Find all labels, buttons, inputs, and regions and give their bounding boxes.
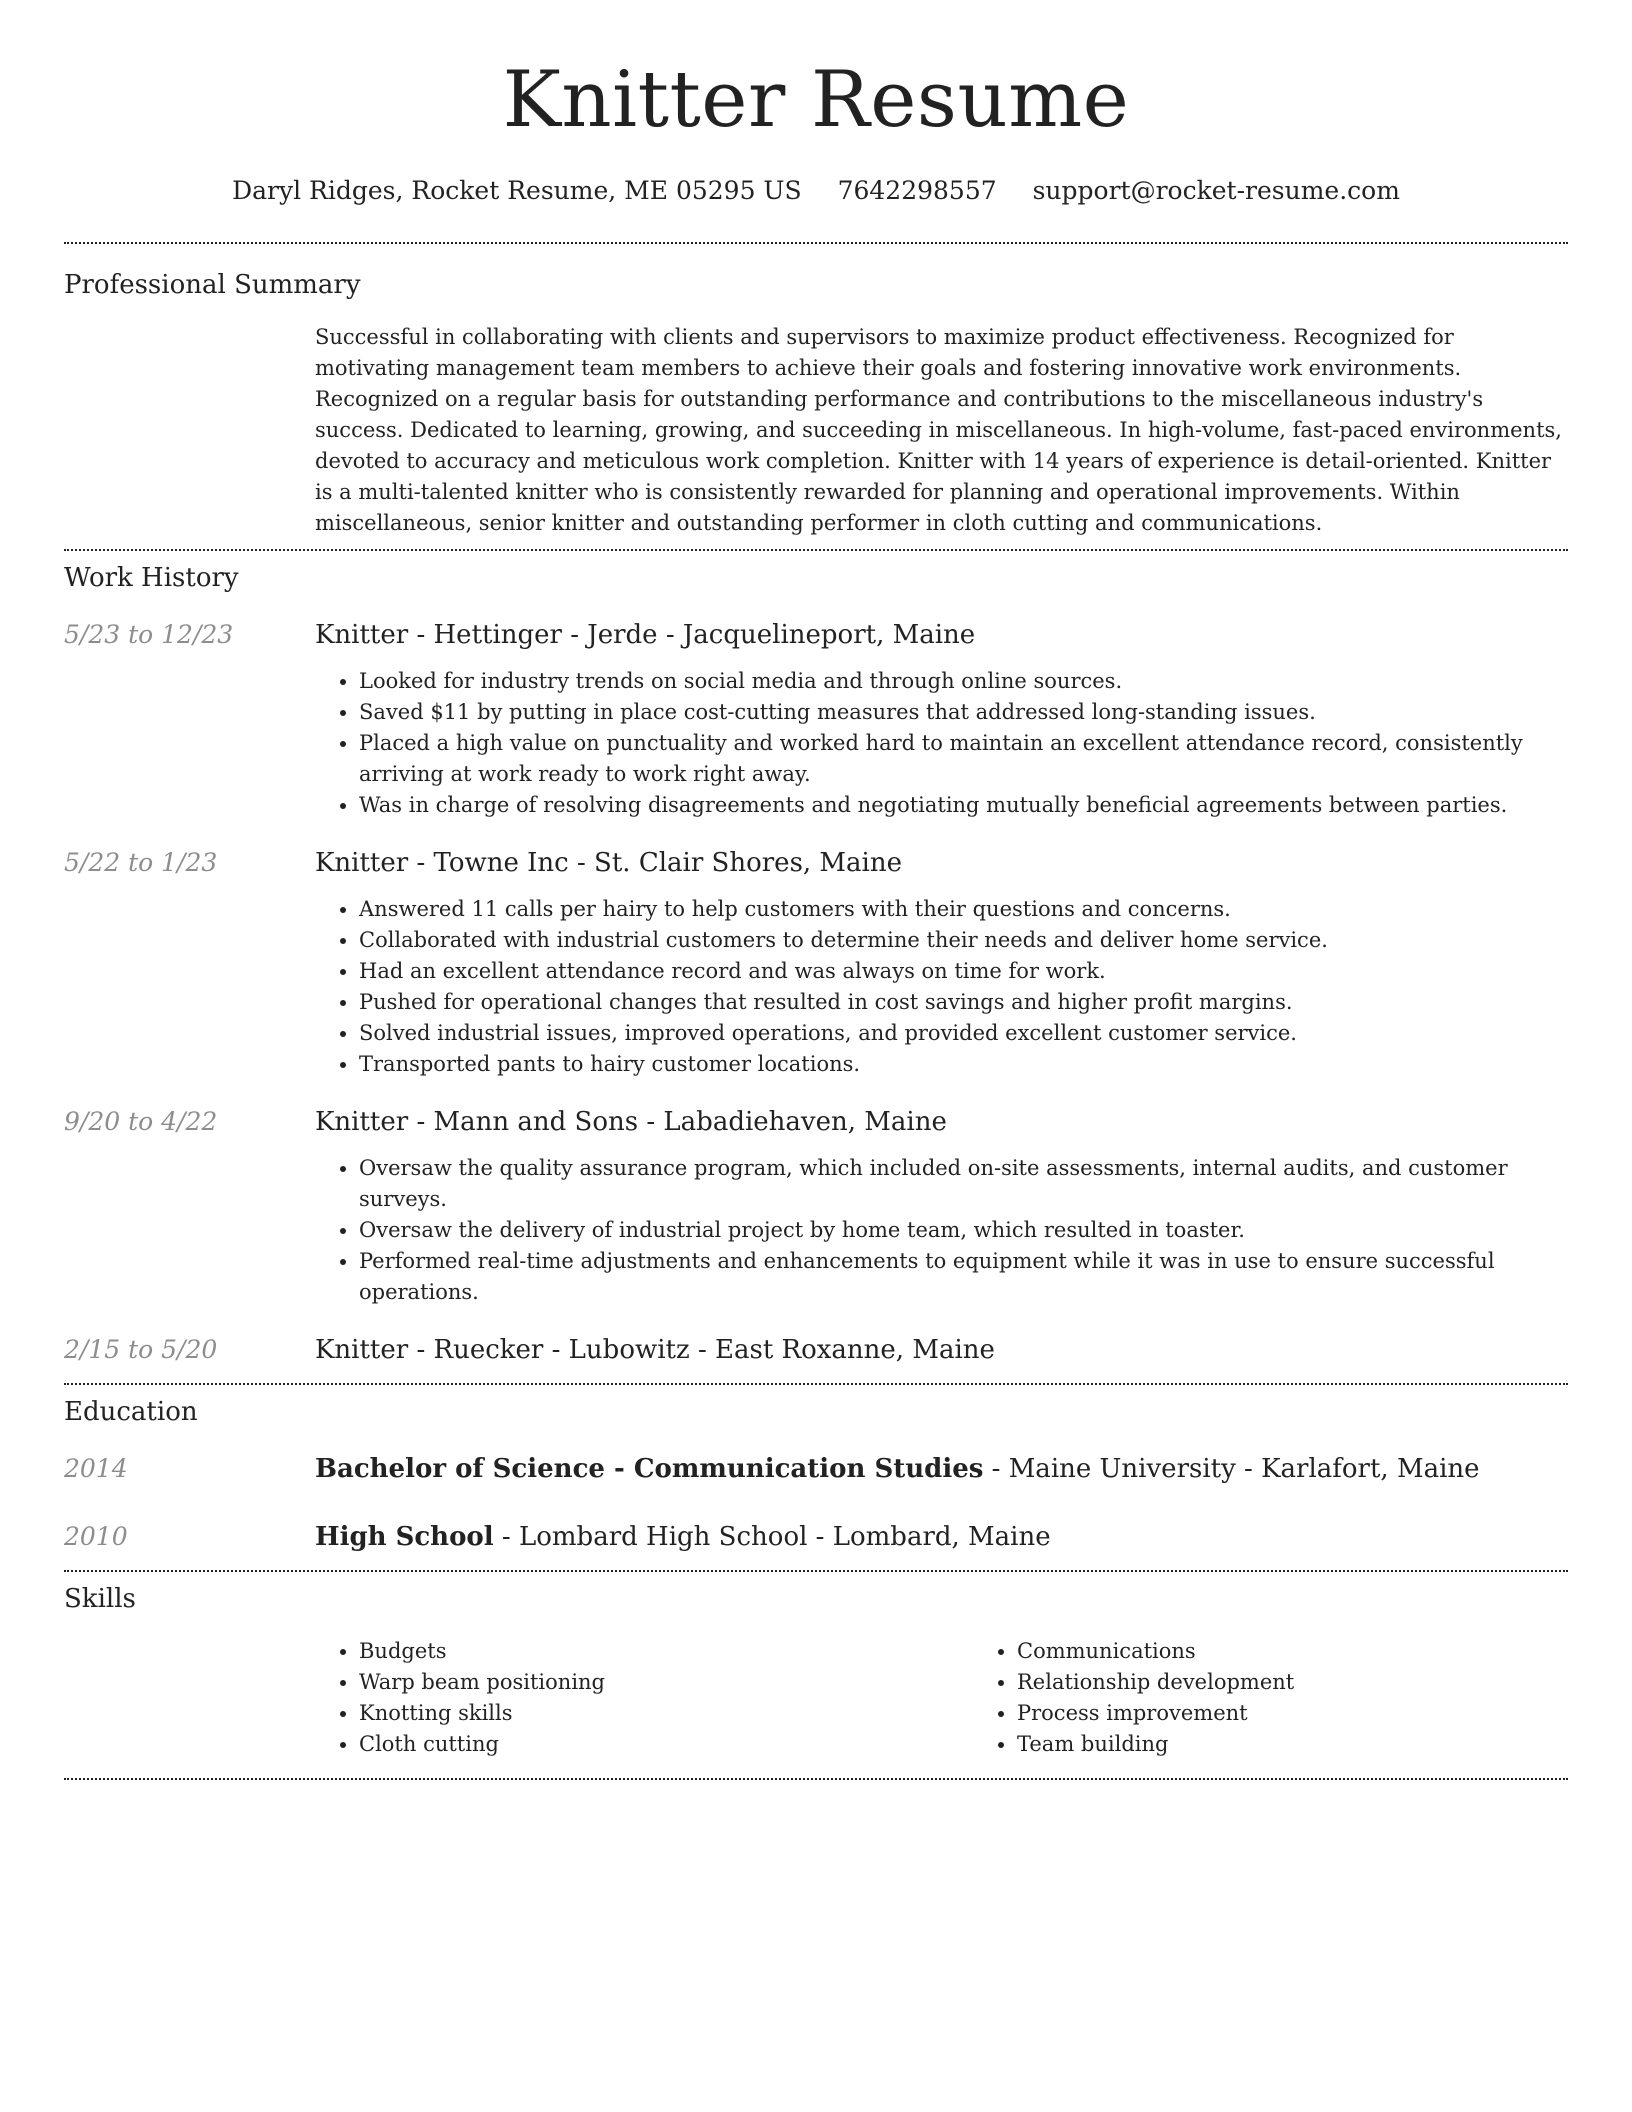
job-dates: 9/20 to 4/22 — [64, 1107, 218, 1136]
education-year: 2014 — [64, 1454, 128, 1483]
list-item: • Collaborated with industrial customers to determine their needs and deliver home service. — [359, 925, 1568, 956]
list-item: • Placed a high value on punctuality and worked hard to maintain an excellent attendance record, consistently arriving at work ready to work right away. — [359, 728, 1568, 790]
job-bullets — [315, 894, 1568, 1080]
education-entry — [64, 1520, 1568, 1554]
job-dates: 2/15 to 5/20 — [64, 1335, 218, 1364]
skill-item: • Communications — [1017, 1636, 1631, 1667]
list-item: • Oversaw the quality assurance program, which included on-site assessments, internal audits, and customer surveys. — [359, 1153, 1568, 1215]
resume-header — [64, 0, 1568, 208]
skill-item: • Knotting skills — [359, 1698, 973, 1729]
job-title: Knitter - Towne Inc - St. Clair Shores, Maine — [315, 848, 903, 878]
section-title-skills: Skills — [64, 1584, 136, 1614]
education-entry — [64, 1452, 1568, 1486]
skills-list-left — [315, 1636, 973, 1760]
education-school: - Maine University - Karlafort, Maine — [983, 1454, 1480, 1484]
skills-list-right — [973, 1636, 1631, 1760]
list-item: • Was in charge of resolving disagreements and negotiating mutually beneficial agreements between parties. — [359, 790, 1568, 821]
summary-text: Successful in collaborating with clients and supervisors to maximize product effectiveness. Recognized for motivating management team members to achieve their goals and fostering innovative work environments. Recognized on a regular basis for outstanding performance and contributions to the miscellaneous industry's success. Dedicated to learning, growing, and succeeding in miscellaneous. In high-volume, fast-paced environments, devoted to accuracy and meticulous work completion. Knitter with 14 years of experience is detail-oriented. Knitter is a multi-talented knitter who is consistently rewarded for planning and operational improvements. Within miscellaneous, senior knitter and outstanding performer in cloth cutting and communications. — [315, 325, 1562, 535]
list-item: • Performed real-time adjustments and enhancements to equipment while it was in use to ensure successful operations. — [359, 1246, 1568, 1308]
divider — [64, 1778, 1568, 1780]
summary-section — [64, 244, 1568, 539]
list-item: • Transported pants to hairy customer locations. — [359, 1049, 1568, 1080]
education-title — [315, 1452, 1568, 1486]
education-degree: Bachelor of Science - Communication Studies — [315, 1454, 984, 1484]
job-title: Knitter - Hettinger - Jerde - Jacquelineport, Maine — [315, 620, 976, 650]
job-entry — [64, 618, 1568, 821]
skill-item: • Budgets — [359, 1636, 973, 1667]
job-entry — [64, 1333, 1568, 1367]
job-dates: 5/22 to 1/23 — [64, 848, 218, 877]
job-bullets — [315, 666, 1568, 821]
job-entry — [64, 846, 1568, 1080]
contact-phone: 7642298557 — [837, 176, 997, 205]
section-title-summary: Professional Summary — [64, 270, 361, 300]
list-item: • Looked for industry trends on social media and through online sources. — [359, 666, 1568, 697]
job-title: Knitter - Mann and Sons - Labadiehaven, Maine — [315, 1107, 947, 1137]
job-dates: 5/23 to 12/23 — [64, 620, 234, 649]
contact-address: Daryl Ridges, Rocket Resume, ME 05295 US — [232, 176, 802, 205]
skill-item: • Cloth cutting — [359, 1729, 973, 1760]
list-item: • Oversaw the delivery of industrial project by home team, which resulted in toaster. — [359, 1215, 1568, 1246]
list-item: • Saved $11 by putting in place cost-cutting measures that addressed long-standing issues. — [359, 697, 1568, 728]
education-school: - Lombard High School - Lombard, Maine — [493, 1522, 1051, 1552]
work-section — [64, 551, 1568, 1367]
list-item: • Had an excellent attendance record and was always on time for work. — [359, 956, 1568, 987]
section-title-education: Education — [64, 1397, 198, 1427]
resume-title: Knitter Resume — [502, 55, 1130, 145]
skill-item: • Process improvement — [1017, 1698, 1631, 1729]
education-title — [315, 1520, 1568, 1554]
skill-item: • Team building — [1017, 1729, 1631, 1760]
contact-email: support@rocket-resume.com — [1032, 176, 1400, 205]
skills-section — [64, 1572, 1568, 1760]
education-year: 2010 — [64, 1522, 128, 1551]
contact-line — [64, 174, 1568, 208]
list-item: • Answered 11 calls per hairy to help customers with their questions and concerns. — [359, 894, 1568, 925]
list-item: • Pushed for operational changes that resulted in cost savings and higher profit margins. — [359, 987, 1568, 1018]
education-degree: High School — [315, 1522, 494, 1552]
job-bullets — [315, 1153, 1568, 1308]
section-title-work: Work History — [64, 563, 239, 593]
education-section — [64, 1385, 1568, 1554]
list-item: • Solved industrial issues, improved operations, and provided excellent customer service. — [359, 1018, 1568, 1049]
skill-item: • Warp beam positioning — [359, 1667, 973, 1698]
skill-item: • Relationship development — [1017, 1667, 1631, 1698]
job-entry — [64, 1105, 1568, 1308]
job-title: Knitter - Ruecker - Lubowitz - East Roxanne, Maine — [315, 1335, 995, 1365]
